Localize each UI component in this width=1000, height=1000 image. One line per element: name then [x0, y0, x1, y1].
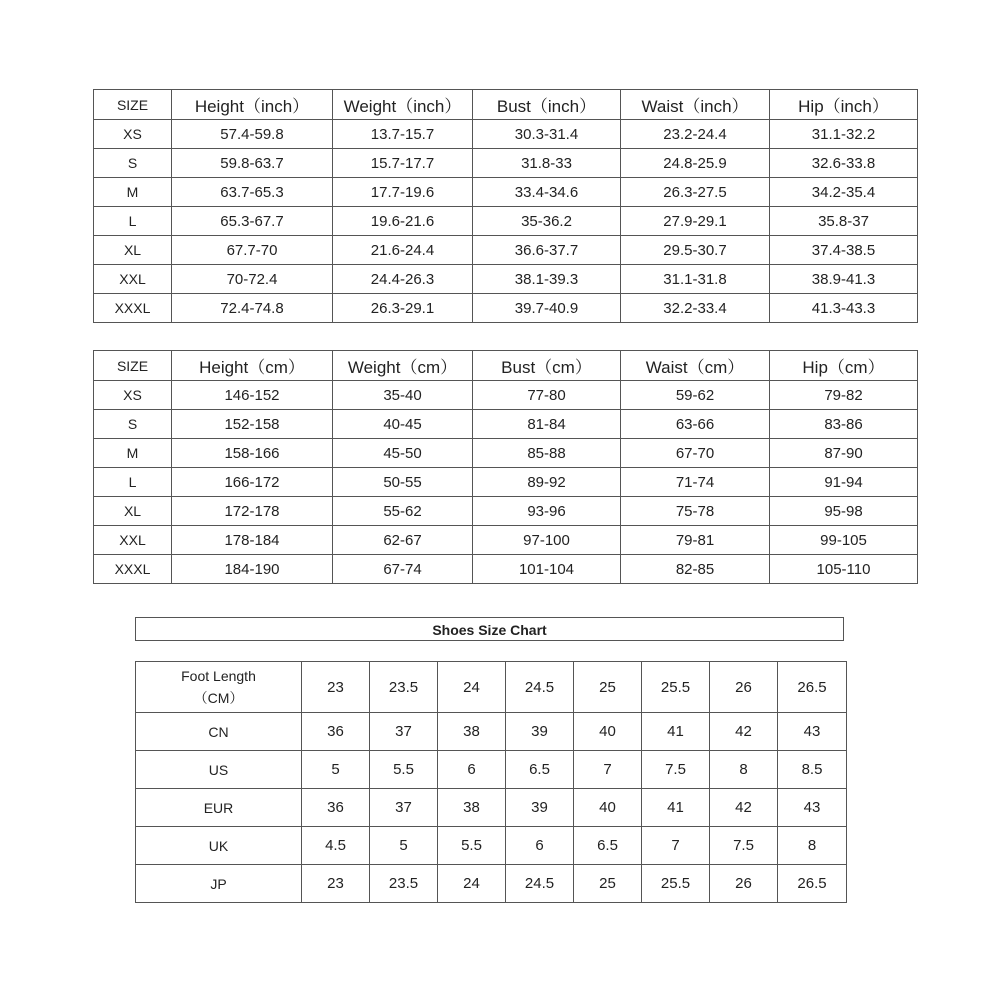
weight-cell: 19.6-21.6 [333, 207, 473, 236]
shoe-size-cell: 25.5 [642, 865, 710, 903]
shoe-size-cell: 24 [438, 865, 506, 903]
hip-cell: 37.4-38.5 [770, 236, 918, 265]
shoe-size-cell: 7.5 [642, 751, 710, 789]
table-row [94, 265, 918, 294]
weight-cell: 45-50 [333, 439, 473, 468]
hip-cell: 79-82 [770, 381, 918, 410]
shoe-size-cell: 6.5 [506, 751, 574, 789]
height-cell: 158-166 [172, 439, 333, 468]
weight-cell: 67-74 [333, 555, 473, 584]
foot-length-cell: 24.5 [506, 662, 574, 713]
weight-cell: 62-67 [333, 526, 473, 555]
height-cell: 184-190 [172, 555, 333, 584]
shoe-size-cell: 41 [642, 713, 710, 751]
table-row [94, 294, 918, 323]
waist-cell: 59-62 [621, 381, 770, 410]
shoe-size-cell: 25 [574, 865, 642, 903]
column-header-bust: Bust（inch） [473, 90, 621, 120]
bust-cell: 85-88 [473, 439, 621, 468]
size-cell: S [94, 410, 172, 439]
shoe-size-cell: 8.5 [778, 751, 847, 789]
size-cell: XL [94, 236, 172, 265]
shoe-size-cell: 23 [302, 865, 370, 903]
table-row [94, 236, 918, 265]
bust-cell: 35-36.2 [473, 207, 621, 236]
height-cell: 67.7-70 [172, 236, 333, 265]
size-cell: L [94, 207, 172, 236]
bust-cell: 81-84 [473, 410, 621, 439]
shoe-size-cell: 5.5 [438, 827, 506, 865]
waist-cell: 79-81 [621, 526, 770, 555]
column-header-height: Height（cm） [172, 351, 333, 381]
cm-size-table [93, 350, 918, 584]
weight-cell: 24.4-26.3 [333, 265, 473, 294]
size-cell: XS [94, 120, 172, 149]
shoe-size-cell: 42 [710, 713, 778, 751]
foot-length-cell: 24 [438, 662, 506, 713]
waist-cell: 24.8-25.9 [621, 149, 770, 178]
hip-cell: 41.3-43.3 [770, 294, 918, 323]
column-header-weight: Weight（cm） [333, 351, 473, 381]
column-header-waist: Waist（cm） [621, 351, 770, 381]
height-cell: 172-178 [172, 497, 333, 526]
shoes-size-chart-title: Shoes Size Chart [135, 617, 844, 641]
table-row [94, 526, 918, 555]
shoe-size-cell: 23.5 [370, 865, 438, 903]
shoe-size-cell: 37 [370, 789, 438, 827]
table-header-row [94, 90, 918, 120]
shoes-row-eur [136, 789, 847, 827]
shoe-size-cell: 26.5 [778, 865, 847, 903]
table-row [94, 439, 918, 468]
table-row [94, 497, 918, 526]
waist-cell: 75-78 [621, 497, 770, 526]
shoe-size-cell: 7.5 [710, 827, 778, 865]
height-cell: 166-172 [172, 468, 333, 497]
foot-length-cell: 23 [302, 662, 370, 713]
bust-cell: 93-96 [473, 497, 621, 526]
row-label: EUR [136, 789, 302, 827]
height-cell: 178-184 [172, 526, 333, 555]
weight-cell: 17.7-19.6 [333, 178, 473, 207]
shoe-size-cell: 8 [778, 827, 847, 865]
size-cell: XXXL [94, 555, 172, 584]
size-cell: M [94, 178, 172, 207]
hip-cell: 99-105 [770, 526, 918, 555]
shoes-row-us [136, 751, 847, 789]
weight-cell: 35-40 [333, 381, 473, 410]
weight-cell: 15.7-17.7 [333, 149, 473, 178]
shoe-size-cell: 40 [574, 713, 642, 751]
shoe-size-cell: 6 [506, 827, 574, 865]
shoe-size-cell: 8 [710, 751, 778, 789]
table-row [94, 555, 918, 584]
bust-cell: 39.7-40.9 [473, 294, 621, 323]
shoe-size-cell: 41 [642, 789, 710, 827]
hip-cell: 83-86 [770, 410, 918, 439]
hip-cell: 87-90 [770, 439, 918, 468]
height-cell: 65.3-67.7 [172, 207, 333, 236]
foot-length-cell: 25 [574, 662, 642, 713]
foot-length-label: Foot Length [181, 668, 256, 684]
waist-cell: 82-85 [621, 555, 770, 584]
column-header-weight: Weight（inch） [333, 90, 473, 120]
waist-cell: 71-74 [621, 468, 770, 497]
size-cell: M [94, 439, 172, 468]
foot-length-cell: 26.5 [778, 662, 847, 713]
size-cell: XXXL [94, 294, 172, 323]
foot-length-label-cell [136, 662, 302, 713]
table-row [94, 381, 918, 410]
table-header-row [94, 351, 918, 381]
shoe-size-cell: 42 [710, 789, 778, 827]
hip-cell: 32.6-33.8 [770, 149, 918, 178]
row-label: US [136, 751, 302, 789]
waist-cell: 29.5-30.7 [621, 236, 770, 265]
table-row [94, 120, 918, 149]
table-row [94, 410, 918, 439]
height-cell: 70-72.4 [172, 265, 333, 294]
hip-cell: 105-110 [770, 555, 918, 584]
bust-cell: 31.8-33 [473, 149, 621, 178]
bust-cell: 97-100 [473, 526, 621, 555]
shoe-size-cell: 38 [438, 713, 506, 751]
shoe-size-cell: 38 [438, 789, 506, 827]
foot-length-cell: 23.5 [370, 662, 438, 713]
weight-cell: 26.3-29.1 [333, 294, 473, 323]
height-cell: 59.8-63.7 [172, 149, 333, 178]
column-header-hip: Hip（cm） [770, 351, 918, 381]
bust-cell: 89-92 [473, 468, 621, 497]
shoes-row-jp [136, 865, 847, 903]
height-cell: 152-158 [172, 410, 333, 439]
table-row [94, 468, 918, 497]
shoe-size-cell: 7 [642, 827, 710, 865]
table-row [94, 207, 918, 236]
shoes-row-uk [136, 827, 847, 865]
bust-cell: 30.3-31.4 [473, 120, 621, 149]
foot-length-unit: （CM） [193, 690, 244, 706]
waist-cell: 32.2-33.4 [621, 294, 770, 323]
table-row [94, 178, 918, 207]
shoe-size-cell: 40 [574, 789, 642, 827]
column-header-height: Height（inch） [172, 90, 333, 120]
waist-cell: 63-66 [621, 410, 770, 439]
weight-cell: 50-55 [333, 468, 473, 497]
hip-cell: 95-98 [770, 497, 918, 526]
height-cell: 146-152 [172, 381, 333, 410]
shoe-size-cell: 24.5 [506, 865, 574, 903]
size-cell: XXL [94, 526, 172, 555]
shoes-size-table [135, 661, 847, 903]
waist-cell: 67-70 [621, 439, 770, 468]
waist-cell: 23.2-24.4 [621, 120, 770, 149]
size-cell: XL [94, 497, 172, 526]
bust-cell: 36.6-37.7 [473, 236, 621, 265]
hip-cell: 38.9-41.3 [770, 265, 918, 294]
weight-cell: 40-45 [333, 410, 473, 439]
hip-cell: 34.2-35.4 [770, 178, 918, 207]
inch-size-table [93, 89, 918, 323]
height-cell: 57.4-59.8 [172, 120, 333, 149]
size-cell: L [94, 468, 172, 497]
weight-cell: 13.7-15.7 [333, 120, 473, 149]
shoe-size-cell: 5.5 [370, 751, 438, 789]
shoe-size-cell: 37 [370, 713, 438, 751]
size-cell: XXL [94, 265, 172, 294]
shoe-size-cell: 39 [506, 789, 574, 827]
shoe-size-cell: 5 [370, 827, 438, 865]
foot-length-cell: 26 [710, 662, 778, 713]
shoes-row-cn [136, 713, 847, 751]
size-cell: XS [94, 381, 172, 410]
height-cell: 72.4-74.8 [172, 294, 333, 323]
hip-cell: 35.8-37 [770, 207, 918, 236]
bust-cell: 101-104 [473, 555, 621, 584]
column-header-size: SIZE [94, 351, 172, 381]
shoe-size-cell: 26 [710, 865, 778, 903]
column-header-hip: Hip（inch） [770, 90, 918, 120]
column-header-bust: Bust（cm） [473, 351, 621, 381]
bust-cell: 38.1-39.3 [473, 265, 621, 294]
shoe-size-cell: 43 [778, 789, 847, 827]
row-label: CN [136, 713, 302, 751]
waist-cell: 27.9-29.1 [621, 207, 770, 236]
shoe-size-cell: 43 [778, 713, 847, 751]
foot-length-row [136, 662, 847, 713]
shoe-size-cell: 4.5 [302, 827, 370, 865]
foot-length-cell: 25.5 [642, 662, 710, 713]
column-header-waist: Waist（inch） [621, 90, 770, 120]
shoe-size-cell: 6 [438, 751, 506, 789]
shoe-size-cell: 36 [302, 789, 370, 827]
shoe-size-cell: 39 [506, 713, 574, 751]
shoe-size-cell: 6.5 [574, 827, 642, 865]
shoe-size-cell: 7 [574, 751, 642, 789]
hip-cell: 91-94 [770, 468, 918, 497]
hip-cell: 31.1-32.2 [770, 120, 918, 149]
size-cell: S [94, 149, 172, 178]
row-label: UK [136, 827, 302, 865]
shoe-size-cell: 5 [302, 751, 370, 789]
weight-cell: 21.6-24.4 [333, 236, 473, 265]
waist-cell: 31.1-31.8 [621, 265, 770, 294]
row-label: JP [136, 865, 302, 903]
bust-cell: 33.4-34.6 [473, 178, 621, 207]
shoe-size-cell: 36 [302, 713, 370, 751]
height-cell: 63.7-65.3 [172, 178, 333, 207]
bust-cell: 77-80 [473, 381, 621, 410]
weight-cell: 55-62 [333, 497, 473, 526]
waist-cell: 26.3-27.5 [621, 178, 770, 207]
column-header-size: SIZE [94, 90, 172, 120]
table-row [94, 149, 918, 178]
